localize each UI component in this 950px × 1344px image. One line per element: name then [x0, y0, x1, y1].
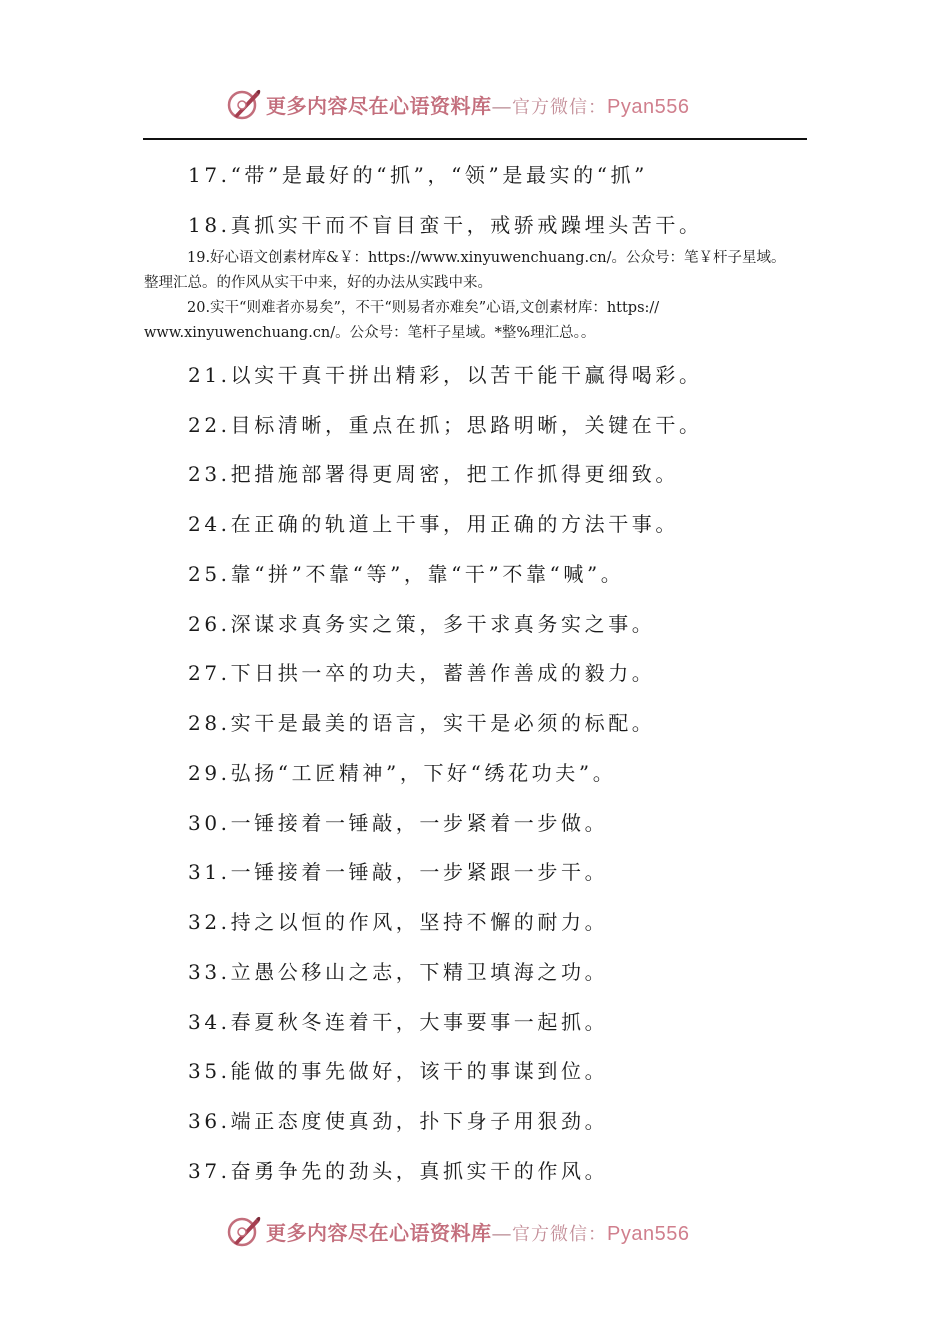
- separator-dash: —: [491, 94, 512, 118]
- item-number: 29.: [188, 761, 231, 785]
- list-item: [188, 608, 655, 637]
- item-number: 35.: [188, 1059, 231, 1083]
- watermark-text: [266, 90, 689, 119]
- item-text: 深谋求真务实之策，多干求真务实之事。: [230, 612, 656, 636]
- small-item-line: www.xinyuwenchuang.cn/。公众号：笔杆子星域。*整%理汇总。。: [144, 325, 596, 341]
- list-item: [188, 409, 703, 438]
- list-item: [188, 707, 655, 736]
- quill-pen-logo-icon: [226, 86, 262, 122]
- header-watermark-banner: [0, 82, 950, 126]
- item-text: 立愚公移山之志，下精卫填海之功。: [230, 960, 609, 984]
- wechat-label: 官方微信：: [512, 1224, 607, 1245]
- footer-watermark-banner: [0, 1209, 950, 1253]
- item-text: 目标清晰，重点在抓；思路明晰，关键在干。: [230, 413, 703, 437]
- item-text: 一锤接着一锤敲，一步紧跟一步干。: [230, 860, 609, 884]
- list-item: [188, 159, 648, 188]
- item-number: 23.: [188, 462, 231, 486]
- list-item: [188, 856, 608, 885]
- item-text: 持之以恒的作风，坚持不懈的耐力。: [230, 910, 609, 934]
- item-text: 在正确的轨道上干事，用正确的方法干事。: [230, 512, 680, 536]
- brand-name: 更多内容尽在心语资料库: [266, 1221, 492, 1245]
- list-item: [188, 657, 655, 686]
- brand-name: 更多内容尽在心语资料库: [266, 94, 492, 118]
- item-number: 18.: [188, 213, 231, 237]
- item-text: 靠“拼”不靠“等”，靠“干”不靠“喊”。: [230, 562, 625, 586]
- list-item: [188, 1055, 608, 1084]
- item-number: 27.: [188, 661, 231, 685]
- list-item: [188, 757, 616, 786]
- item-text: 下日拱一卒的功夫，蓄善作善成的毅力。: [230, 661, 656, 685]
- item-text: 奋勇争先的劲头，真抓实干的作风。: [230, 1159, 609, 1183]
- list-item: [188, 1155, 608, 1184]
- list-item: [188, 508, 679, 537]
- item-number: 33.: [188, 960, 231, 984]
- item-text: 弘扬“工匠精神”，下好“绣花功夫”。: [230, 761, 617, 785]
- item-number: 24.: [188, 512, 231, 536]
- item-number: 31.: [188, 860, 231, 884]
- list-item: [188, 458, 679, 487]
- item-number: 21.: [188, 363, 231, 387]
- item-number: 28.: [188, 711, 231, 735]
- item-number: 22.: [188, 413, 231, 437]
- list-item: [188, 558, 624, 587]
- wechat-id: Pyan556: [607, 1223, 690, 1245]
- quill-pen-logo-icon: [226, 1213, 262, 1249]
- header-divider: [143, 138, 807, 140]
- list-item: [188, 956, 608, 985]
- small-item-line: 20.实干“则难者亦易矣”，不干“则易者亦难矣”心语,文创素材库：https://: [187, 300, 660, 316]
- wechat-label: 官方微信：: [512, 97, 607, 118]
- item-text: 端正态度使真劲，扑下身子用狠劲。: [230, 1109, 609, 1133]
- item-number: 36.: [188, 1109, 231, 1133]
- small-list-item: [144, 246, 814, 296]
- list-item: [188, 1105, 608, 1134]
- small-item-line: 19.好心语文创素材库&￥：https://www.xinyuwenchuang.cn/。公众号：笔￥杆子星域。: [187, 250, 786, 266]
- item-text: 把措施部署得更周密，把工作抓得更细致。: [230, 462, 680, 486]
- item-text: 以实干真干拼出精彩，以苦干能干赢得喝彩。: [230, 363, 703, 387]
- list-item: [188, 359, 703, 388]
- item-number: 37.: [188, 1159, 231, 1183]
- item-text: 真抓实干而不盲目蛮干，戒骄戒躁埋头苦干。: [230, 213, 703, 237]
- item-text: 春夏秋冬连着干，大事要事一起抓。: [230, 1010, 609, 1034]
- item-text: 实干是最美的语言，实干是必须的标配。: [230, 711, 656, 735]
- item-number: 25.: [188, 562, 231, 586]
- watermark-text: [266, 1217, 689, 1246]
- item-number: 34.: [188, 1010, 231, 1034]
- item-text: 一锤接着一锤敲，一步紧着一步做。: [230, 811, 609, 835]
- item-text: “带”是最好的“抓”，“领”是最实的“抓”: [230, 163, 649, 187]
- list-item: [188, 807, 608, 836]
- list-item: [188, 906, 608, 935]
- item-number: 17.: [188, 163, 231, 187]
- list-item: [188, 209, 703, 238]
- item-number: 26.: [188, 612, 231, 636]
- item-text: 能做的事先做好，该干的事谋到位。: [230, 1059, 609, 1083]
- item-number: 30.: [188, 811, 231, 835]
- item-number: 32.: [188, 910, 231, 934]
- list-item: [188, 1006, 608, 1035]
- small-list-item: [144, 296, 814, 346]
- wechat-id: Pyan556: [607, 96, 690, 118]
- separator-dash: —: [491, 1221, 512, 1245]
- small-item-line: 整理汇总。的作风从实干中来，好的办法从实践中来。: [144, 275, 492, 291]
